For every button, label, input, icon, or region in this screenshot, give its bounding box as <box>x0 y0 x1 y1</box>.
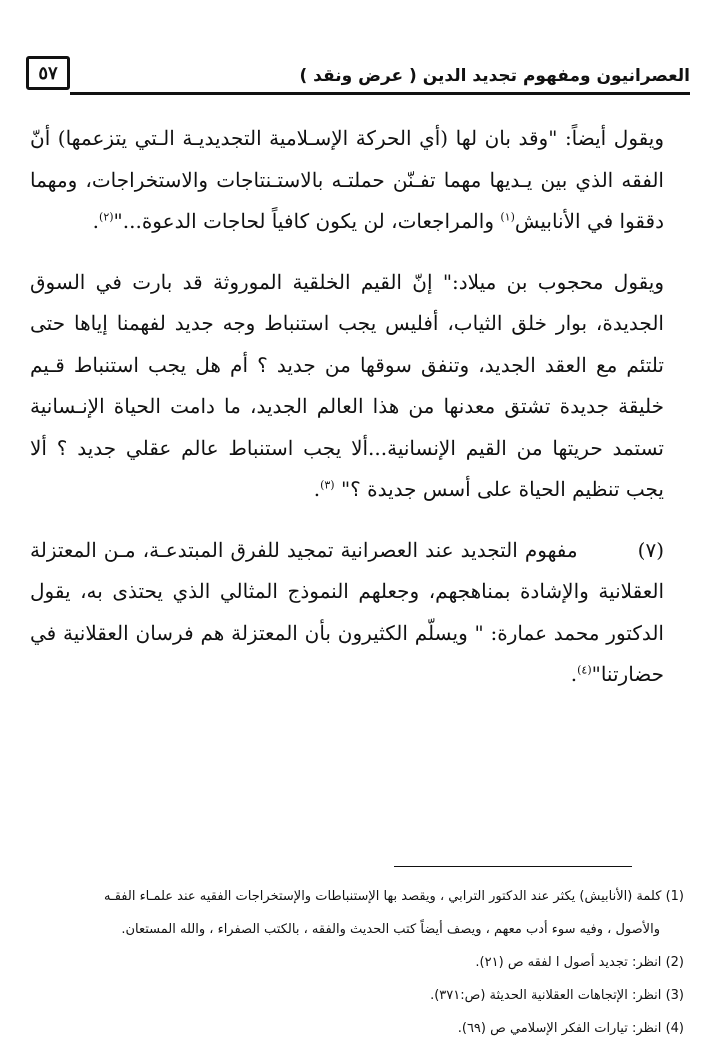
footnote-1-continued <box>24 913 684 946</box>
footnote-text: انظر: تجديد أصول ا لفقه ص (٢١). <box>475 955 662 970</box>
footnote-ref-1: (١) <box>500 210 515 224</box>
footnotes <box>24 880 684 1045</box>
paragraph-3-end: . <box>570 662 578 686</box>
footnote-2 <box>24 946 684 979</box>
paragraph-1-text-a: ويقول أيضاً: "وقد بان لها (أي الحركة الإسـلامية التجديديـة الـتي يتزعمها) أنّ الفقه الذي بين يـديها مهما تفـنّن حملتـه بالاستـنتاجات والاستخراجات، ومهما دققوا في الأنابيش <box>30 126 664 233</box>
footnote-marker: (4) <box>665 1021 684 1036</box>
footnote-ref-2: (٢) <box>99 210 114 224</box>
footnote-text: انظر: تيارات الفكر الإسلامي ص (٦٩). <box>457 1021 662 1036</box>
footnote-text: انظر: الإتجاهات العقلانية الحديثة (ص:٣٧١). <box>430 988 662 1003</box>
footnote-text: كلمة (الأنابيش) يكثر عند الدكتور الترابي ، ويقصد بها الإستنباطات والإستخراجات الفقيه عند علمـاء الفقـه <box>103 889 662 904</box>
footnote-ref-4: (٤) <box>577 663 592 677</box>
paragraph-2-end: . <box>313 477 321 501</box>
paragraph-2-text: ويقول محجوب بن ميلاد:" إنّ القيم الخلقية الموروثة قد بارت في السوق الجديدة، بوار خلق الثياب، أفليس يجب استنباط وجه جديد لفهمنا إياها حتى تلتئم مع العقد الجديد، وتنفق سوقها من جديد ؟ أم هل يجب استنباط قـيم خليقة جديدة تشتق معدنها من هذا العالم الجديد، ما دامت الحياة الإنـسانية تستمد حريتها من القيم الإنسانية...ألا يجب استنباط عالم عقلي جديد ؟ ألا يجب تنظيم الحياة على أسس جديدة ؟" <box>30 269 664 501</box>
footnote-marker: (2) <box>665 955 684 970</box>
footnote-marker: (1) <box>665 889 684 904</box>
footnote-separator <box>394 866 632 867</box>
page-header <box>26 56 690 96</box>
paragraph-1-text-b: والمراجعات، لن يكون كافياً لحاجات الدعوة..." <box>113 209 501 233</box>
running-title: العصرانيون ومفهوم تجديد الدين ( عرض ونقد ) <box>299 66 690 86</box>
header-rule <box>70 92 690 95</box>
footnote-1 <box>24 880 684 913</box>
footnote-ref-3: (٣) <box>320 478 335 492</box>
footnote-marker: (3) <box>665 988 684 1003</box>
footnote-3 <box>24 979 684 1012</box>
paragraph-1-end: . <box>92 209 100 233</box>
paragraph-1 <box>30 118 692 243</box>
body-text <box>30 118 692 715</box>
paragraph-3 <box>30 530 692 696</box>
section-number: (٧) <box>637 537 664 562</box>
paragraph-2 <box>30 262 692 511</box>
page-number: ٥٧ <box>26 56 70 90</box>
footnote-4 <box>24 1012 684 1045</box>
footnote-text: والأصول ، وفيه سوء أدب معهم ، ويصف أيضاً كتب الحديث والفقه ، بالكتب الصفراء ، والله المستعان. <box>121 922 660 937</box>
paragraph-3-text: مفهوم التجديد عند العصرانية تمجيد للفرق المبتدعـة، مـن المعتزلة العقلانية والإشادة بمناهجهم، وجعلهم النموذج المثالي الذي يحتذى به، يقول الدكتور محمد عمارة: " ويسلّم الكثيرون بأن المعتزلة هم فرسان العقلانية في حضارتنا" <box>30 537 664 686</box>
